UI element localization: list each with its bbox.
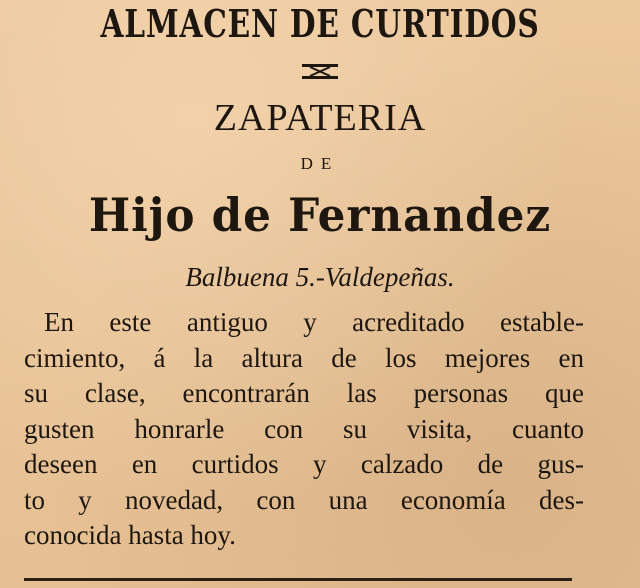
advertisement-body bbox=[24, 305, 584, 554]
body-line: conocida hasta hoy. bbox=[24, 520, 236, 550]
body-line: En este antiguo y acreditado estable- bbox=[44, 307, 584, 337]
body-line: to y novedad, con una economía des- bbox=[24, 484, 584, 515]
heading-almacen-de-curtidos: ALMACEN DE CURTIDOS bbox=[100, 1, 540, 46]
double-bar-cross-ornament-icon bbox=[298, 62, 342, 82]
business-address: Balbuena 5.-Valdepeñas. bbox=[185, 262, 455, 292]
business-name: Hijo de Fernandez bbox=[88, 188, 552, 242]
body-line: su clase, encontrarán las personas que bbox=[24, 378, 584, 408]
connector-de: DE bbox=[300, 154, 340, 173]
ornament-icon bbox=[0, 62, 640, 82]
subheading-zapateria: ZAPATERIA bbox=[213, 97, 427, 139]
body-line: deseen en curtidos y calzado de gus- bbox=[24, 449, 584, 479]
body-line: gusten honrarle con su visita, cuanto bbox=[24, 413, 584, 444]
divider-rule bbox=[24, 578, 572, 581]
body-line: cimiento, á la altura de los mejores en bbox=[24, 342, 584, 373]
